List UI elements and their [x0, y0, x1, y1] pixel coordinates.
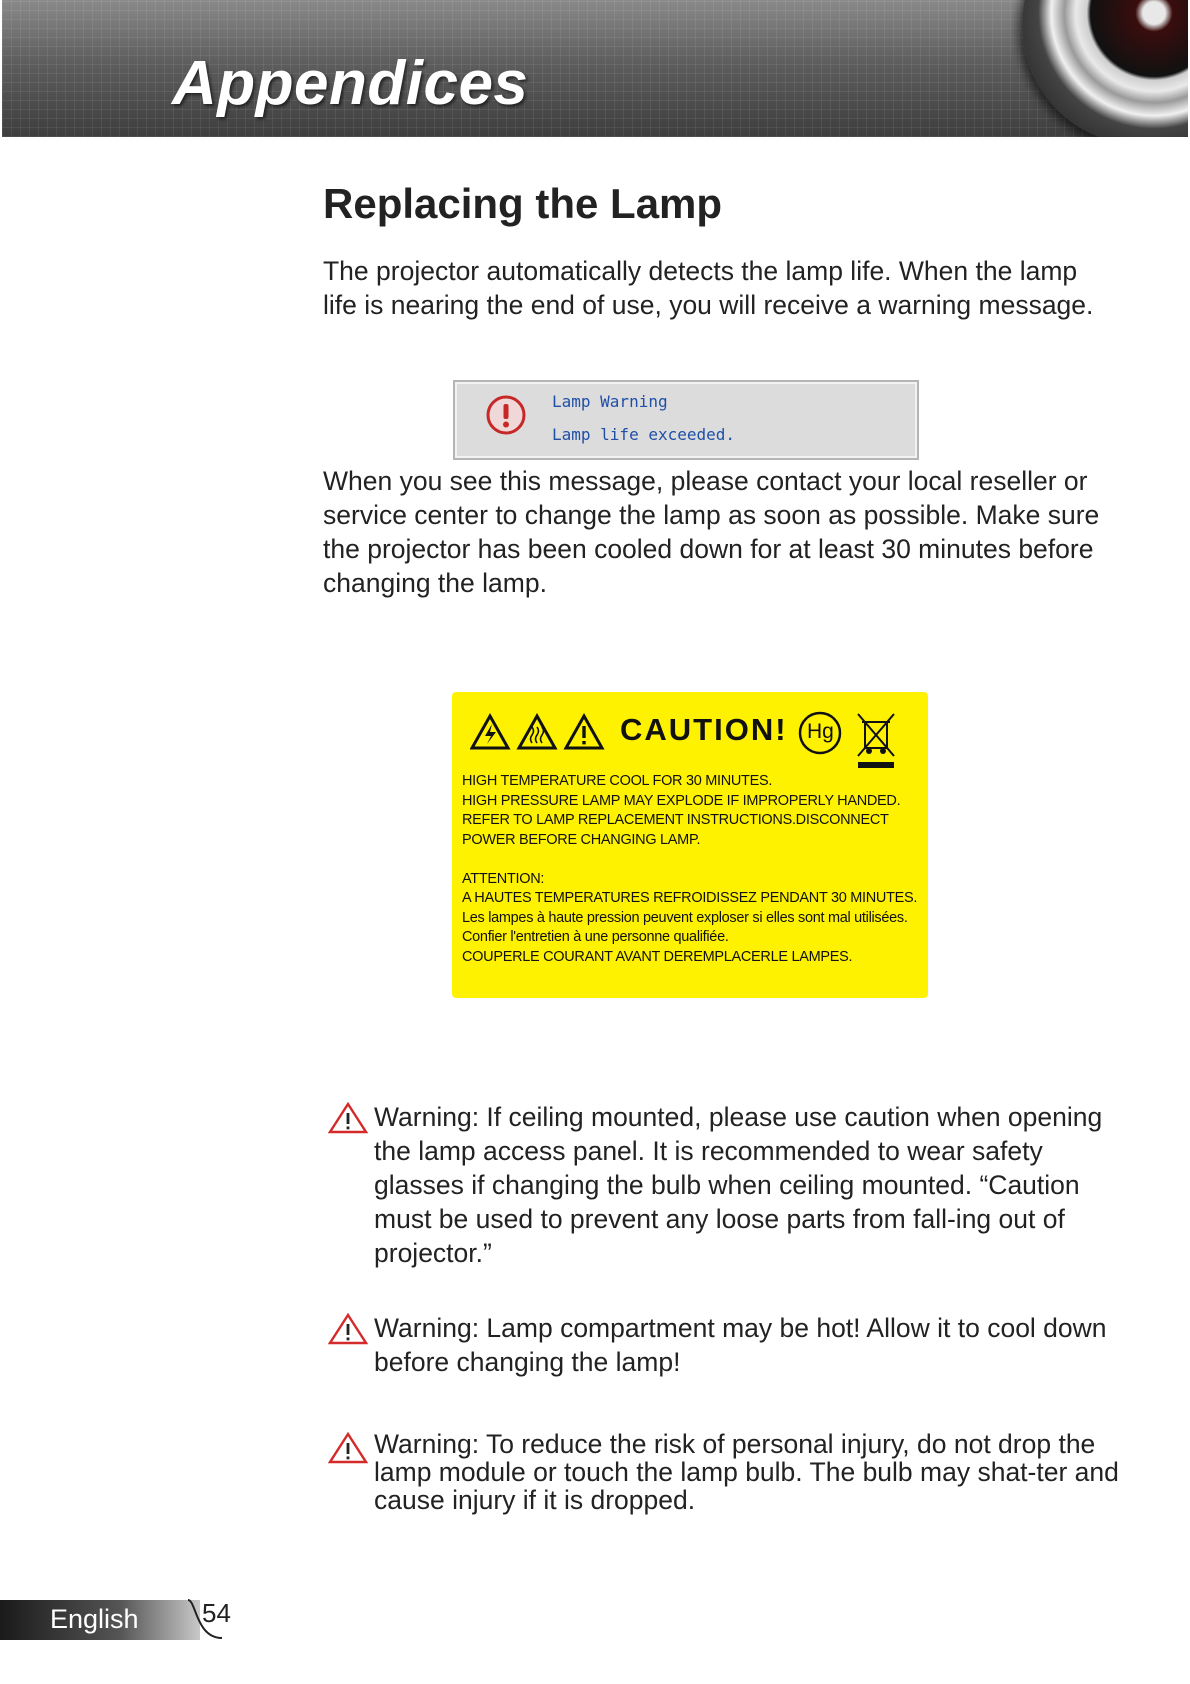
- caution-line: COUPERLE COURANT AVANT DEREMPLACERLE LAMPES.: [462, 948, 853, 965]
- section-title: Replacing the Lamp: [323, 180, 723, 227]
- projector-lens-image: [1022, 0, 1188, 137]
- lamp-warning-dialog: [453, 380, 919, 460]
- header-banner: [2, 0, 1188, 137]
- alert-icon: [485, 394, 527, 436]
- warning-item: [328, 1311, 1128, 1379]
- warning-text: Warning: To reduce the risk of personal injury, do not drop the lamp module or touch the lamp bulb. The bulb may shat-ter and cause injury if it is dropped.: [374, 1429, 1119, 1515]
- hg-text: Hg: [807, 720, 834, 743]
- caution-line: Les lampes à haute pression peuvent exploser si elles sont mal utilisées.: [462, 909, 908, 926]
- header-title: Appendices: [172, 49, 529, 118]
- warning-item: [328, 1100, 1128, 1270]
- intro-paragraph: The projector automatically detects the lamp life. When the lamp life is nearing the end of use, you will receive a warning message.: [323, 256, 1094, 320]
- caution-label: [452, 692, 928, 998]
- crossed-bin-icon: [858, 714, 894, 768]
- page-number: 54: [202, 1598, 231, 1628]
- caution-line: A HAUTES TEMPERATURES REFROIDISSEZ PENDANT 30 MINUTES.: [462, 890, 918, 906]
- caution-line: POWER BEFORE CHANGING LAMP.: [462, 831, 701, 848]
- caution-heading: CAUTION!: [620, 712, 788, 747]
- lamp-warning-title: Lamp Warning: [552, 392, 668, 411]
- caution-text-lines: [462, 772, 917, 967]
- hot-surface-icon: [519, 716, 555, 748]
- caution-line: REFER TO LAMP REPLACEMENT INSTRUCTIONS.DISCONNECT: [462, 812, 889, 828]
- footer-language: English: [50, 1604, 139, 1634]
- warning-item: [328, 1430, 1128, 1514]
- instructions-paragraph: When you see this message, please contact your local reseller or service center to change the lamp as soon as possible. Make sure the projector has been cooled down for at least 30 minutes before changing the lamp.: [323, 466, 1100, 598]
- warning-text: Warning: If ceiling mounted, please use caution when opening the lamp access panel. It is recommended to wear safety glasses if changing the bulb when ceiling mounted. “Caution must be used to prevent any loose parts from fall-ing out of projector.”: [374, 1102, 1103, 1268]
- lamp-warning-message: Lamp life exceeded.: [552, 425, 736, 444]
- electric-shock-icon: [472, 716, 508, 748]
- caution-line: ATTENTION:: [462, 870, 545, 887]
- caution-line: [462, 850, 917, 870]
- warning-triangle-icon: [328, 1313, 368, 1345]
- caution-line: HIGH PRESSURE LAMP MAY EXPLODE IF IMPROPERLY HANDED.: [462, 792, 901, 809]
- warning-triangle-icon: [328, 1102, 368, 1134]
- caution-line: Confier l'entretien à une personne qualifiée.: [462, 929, 729, 945]
- caution-line: HIGH TEMPERATURE COOL FOR 30 MINUTES.: [462, 773, 773, 789]
- exclamation-triangle-icon: [566, 716, 602, 748]
- warning-triangle-icon: [328, 1432, 368, 1464]
- warning-text: Warning: Lamp compartment may be hot! Allow it to cool down before changing the lamp!: [374, 1313, 1107, 1377]
